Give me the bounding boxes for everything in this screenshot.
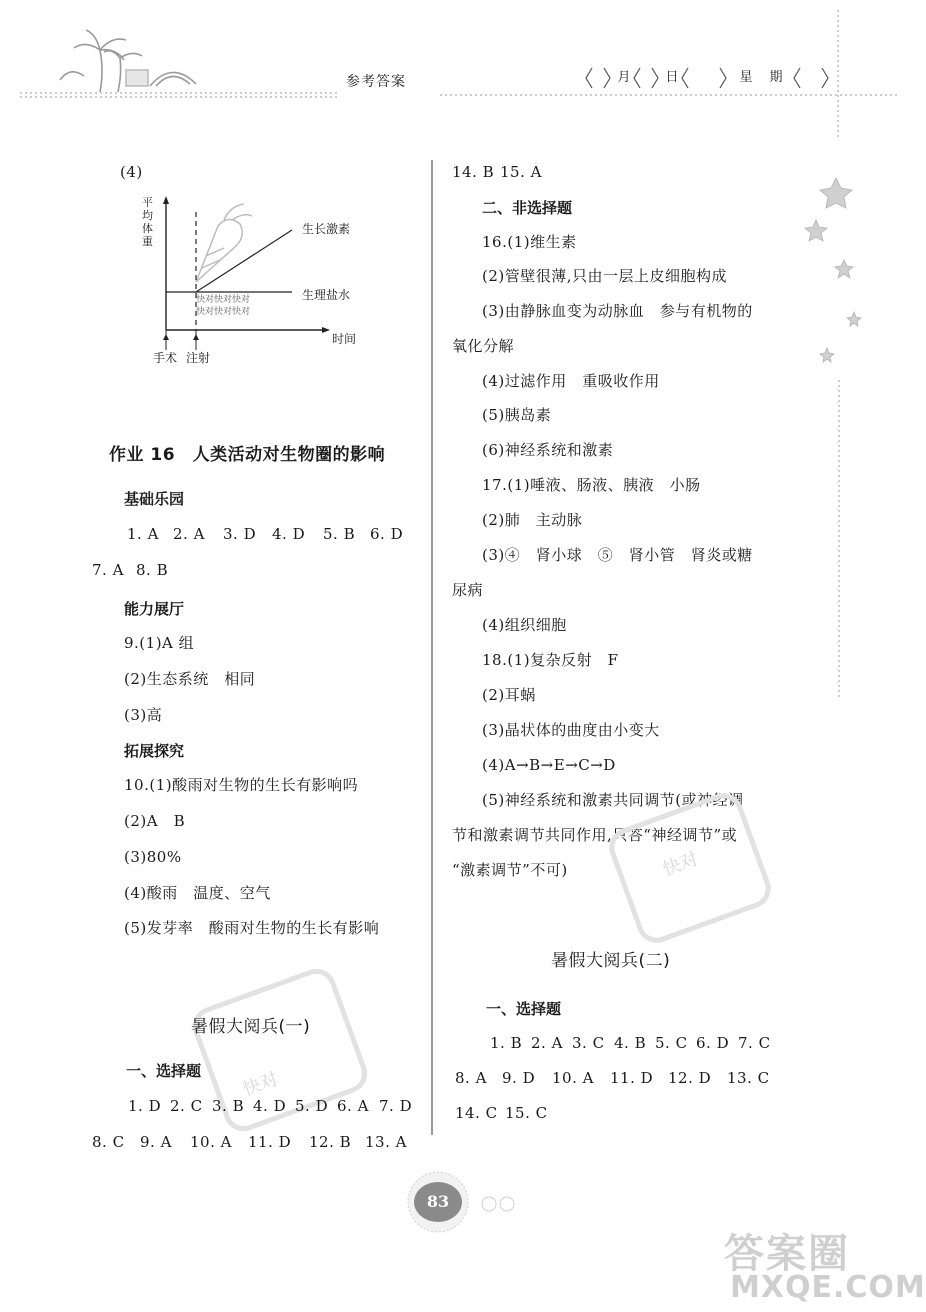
header-title: 参考答案	[346, 74, 406, 90]
answer-item: 6. D	[696, 1034, 730, 1052]
answer-item: 8. C	[92, 1133, 125, 1151]
answer-item: 8. B	[136, 561, 169, 579]
carrot-watermark-icon	[196, 204, 252, 282]
palm-tree-logo-icon	[60, 30, 196, 92]
star-icon	[805, 220, 827, 241]
stamp-text-right: 快对	[660, 848, 702, 881]
answer-item: 3. D	[223, 525, 257, 543]
answer-item: 7. A	[92, 561, 124, 579]
q17-3a: (3)④ 肾小球 ⑤ 肾小管 肾炎或糖	[482, 546, 753, 564]
right-margin-line	[836, 380, 842, 710]
q10-1: 10.(1)酸雨对生物的生长有影响吗	[124, 776, 359, 794]
date-label-day: 日	[665, 70, 679, 85]
q16-6: (6)神经系统和激素	[482, 441, 614, 459]
answer-item: 10. A	[190, 1133, 232, 1151]
q10-2: (2)A B	[124, 812, 186, 830]
q18-1: 18.(1)复杂反射 F	[482, 651, 619, 669]
q17-4: (4)组织细胞	[482, 616, 567, 634]
answer-item: 14. C	[455, 1104, 498, 1122]
q18-5c: “激素调节”不可)	[452, 861, 568, 879]
answer-item: 7. C	[738, 1034, 771, 1052]
answer-item: 12. D	[668, 1069, 712, 1087]
q10-3: (3)80%	[124, 848, 182, 866]
q17-2: (2)肺 主动脉	[482, 511, 583, 529]
q18-5a: (5)神经系统和激素共同调节(或神经调	[482, 791, 744, 809]
q9-2: (2)生态系统 相同	[124, 670, 256, 688]
q16-2: (2)管壁很薄,只由一层上皮细胞构成	[482, 267, 728, 285]
watermark-logo: 答案圈	[724, 1231, 850, 1277]
watermark-url: MXQE.COM	[730, 1270, 926, 1305]
q16-4: (4)过滤作用 重吸收作用	[482, 372, 660, 390]
answer-item: 9. D	[502, 1069, 536, 1087]
exam2-title: 暑假大阅兵(二)	[551, 951, 671, 971]
chart-watermark-2: 快对快对快对	[196, 307, 251, 317]
answer-item: 9. A	[140, 1133, 172, 1151]
chart-question-label: (4)	[120, 163, 143, 181]
answer-item: 8. A	[455, 1069, 487, 1087]
answer-item: 15. A	[500, 163, 542, 181]
date-label-month: 月	[617, 70, 631, 85]
answer-item: 3. C	[572, 1034, 605, 1052]
answer-item: 4. D	[272, 525, 306, 543]
ability-section-heading: 能力展厅	[124, 600, 185, 618]
q10-5: (5)发芽率 酸雨对生物的生长有影响	[124, 919, 380, 937]
answer-item: 1. B	[490, 1034, 523, 1052]
answer-item: 6. A	[337, 1097, 369, 1115]
answer-item: 13. A	[365, 1133, 407, 1151]
answer-item: 11. D	[610, 1069, 654, 1087]
answer-item: 5. B	[323, 525, 356, 543]
chart-marker-injection: 注射	[186, 351, 211, 365]
answer-item: 6. D	[370, 525, 404, 543]
star-icon	[835, 260, 853, 278]
answer-item: 2. A	[173, 525, 205, 543]
star-icon	[820, 348, 834, 362]
answer-item: 7. D	[379, 1097, 413, 1115]
exam1-choice-heading: 一、选择题	[126, 1062, 202, 1080]
q18-5b: 节和激素调节共同作用,只答“神经调节”或	[452, 826, 738, 844]
q17-3b: 尿病	[452, 581, 484, 599]
homework-16-title: 作业 16 人类活动对生物圈的影响	[109, 445, 386, 465]
exam1-title: 暑假大阅兵(一)	[191, 1017, 311, 1037]
answer-item: 1. D	[128, 1097, 162, 1115]
chart-line-top-label: 生长激素	[302, 222, 351, 236]
star-icon	[847, 312, 861, 326]
q18-2: (2)耳蜗	[482, 686, 536, 704]
date-label-week-1: 星	[739, 70, 753, 85]
answer-item: 12. B	[309, 1133, 352, 1151]
q16-5: (5)胰岛素	[482, 406, 552, 424]
answer-item: 15. C	[505, 1104, 548, 1122]
star-icon	[820, 178, 852, 208]
q16-3a: (3)由静脉血变为动脉血 参与有机物的	[482, 302, 753, 320]
stamp-text-left: 快对	[240, 1068, 282, 1101]
q17-1: 17.(1)唾液、肠液、胰液 小肠	[482, 476, 701, 494]
answer-item: 5. C	[655, 1034, 688, 1052]
q18-4: (4)A→B→E→C→D	[482, 756, 616, 774]
basic-section-heading: 基础乐园	[124, 490, 185, 508]
chart-xlabel: 时间	[332, 332, 357, 346]
q10-4: (4)酸雨 温度、空气	[124, 884, 271, 902]
non-choice-heading: 二、非选择题	[482, 199, 573, 217]
answer-item: 1. A	[127, 525, 159, 543]
chart-ylabel: 平均体重	[142, 196, 153, 248]
exam2-choice-heading: 一、选择题	[486, 1000, 562, 1018]
q16-3b: 氧化分解	[452, 337, 515, 355]
column-divider	[430, 160, 434, 1140]
answer-item: 5. D	[295, 1097, 329, 1115]
growth-hormone-line	[196, 230, 292, 292]
answer-item: 4. B	[614, 1034, 647, 1052]
q18-3: (3)晶状体的曲度由小变大	[482, 721, 660, 739]
q9-1: 9.(1)A 组	[124, 634, 195, 652]
page-number: 83	[414, 1182, 462, 1222]
answer-item: 11. D	[248, 1133, 292, 1151]
explore-section-heading: 拓展探究	[124, 742, 185, 760]
answer-item: 4. D	[253, 1097, 287, 1115]
star-decorations	[800, 160, 880, 380]
chart-line-bottom-label: 生理盐水	[302, 288, 351, 302]
answer-item: 2. C	[170, 1097, 203, 1115]
answer-item: 14. B	[452, 163, 495, 181]
date-label-week-2: 期	[769, 70, 783, 85]
chart-watermark-1: 快对快对快对	[196, 295, 251, 305]
chart-marker-surgery: 手术	[153, 351, 178, 365]
q16-1: 16.(1)维生素	[482, 233, 577, 251]
answer-item: 2. A	[531, 1034, 563, 1052]
answer-item: 10. A	[552, 1069, 594, 1087]
answer-item: 3. B	[212, 1097, 245, 1115]
answer-item: 13. C	[727, 1069, 770, 1087]
q9-3: (3)高	[124, 706, 163, 724]
